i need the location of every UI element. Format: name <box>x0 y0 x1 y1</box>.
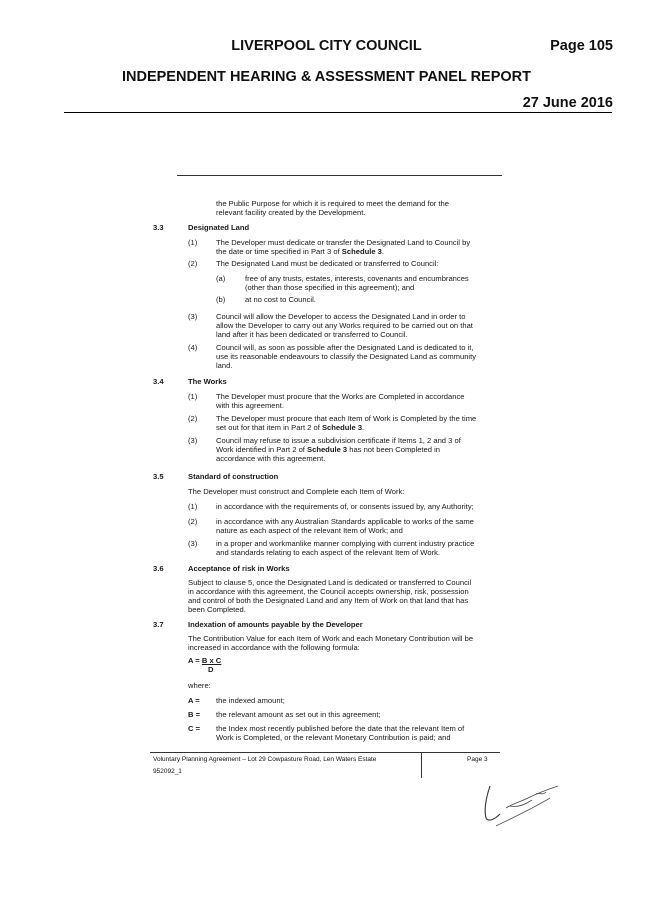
header-council: LIVERPOOL CITY COUNCIL <box>231 38 422 54</box>
footer-document-id: 952092_1 <box>153 768 182 775</box>
item-line: Council will, as soon as possible after the Designated Land is dedicated to it, <box>216 343 474 352</box>
footer-title: Voluntary Planning Agreement – Lot 29 Cowpasture Road, Len Waters Estate <box>153 756 377 763</box>
section-number: 3.5 <box>153 472 164 481</box>
section-number: 3.7 <box>153 620 164 629</box>
item-line: in accordance with any Australian Standards applicable to works of the same <box>216 517 474 526</box>
item-line: in a proper and workmanlike manner complying with current industry practice <box>216 539 475 548</box>
formula-denominator: D <box>208 665 214 674</box>
paragraph-line: Subject to clause 5, once the Designated Land is dedicated or transferred to Council <box>188 578 472 587</box>
handwritten-signature <box>476 778 566 833</box>
item-line: The Developer must dedicate or transfer the Designated Land to Council by <box>216 238 471 247</box>
item-line: The Developer must procure that each Item of Work is Completed by the time <box>216 414 477 423</box>
section-lead: The Developer must construct and Complete each Item of Work: <box>188 487 405 496</box>
section-title: Standard of construction <box>188 472 279 481</box>
item-text-span: the date or time specified in Part 3 of <box>216 247 342 256</box>
indexation-formula <box>188 656 221 665</box>
item-line <box>216 423 499 432</box>
item-line: with this agreement. <box>216 401 284 410</box>
item-text <box>216 343 499 370</box>
item-text-span: . <box>381 247 385 256</box>
paragraph-line: and control of both the Designated Land and any Item of Work on that land that has <box>188 596 469 605</box>
item-number: (4) <box>188 343 198 352</box>
intro-line: the Public Purpose for which it is required to meet the demand for the <box>216 199 449 208</box>
item-text: in accordance with the requirements of, or consents issued by, any Authority; <box>216 502 474 511</box>
schedule-reference: Schedule 3 <box>321 423 363 432</box>
item-number: (3) <box>188 312 198 321</box>
section-paragraph <box>188 634 499 652</box>
item-number: (2) <box>188 259 198 268</box>
item-text <box>216 312 499 339</box>
subitem-number: (a) <box>216 274 226 283</box>
item-line: Council will allow the Developer to access the Designated Land in order to <box>216 312 466 321</box>
item-text-span: Work identified in Part 2 of <box>216 445 308 454</box>
item-text <box>216 539 499 557</box>
definition-key: C = <box>188 724 201 733</box>
header-page-number: Page 105 <box>550 38 613 54</box>
footer-rule <box>150 752 500 753</box>
item-text <box>216 517 499 535</box>
subitem-line: (other than those specified in this agreement); and <box>245 283 415 292</box>
item-line: land after it has been dedicated or transferred to Council. <box>216 330 408 339</box>
item-line <box>216 247 499 256</box>
section-number: 3.6 <box>153 564 164 573</box>
definition-value <box>216 724 499 742</box>
item-line: The Developer must procure that the Works are Completed in accordance <box>216 392 465 401</box>
item-number: (2) <box>188 414 198 423</box>
item-line: land. <box>216 361 233 370</box>
item-text <box>216 436 499 463</box>
section-number: 3.3 <box>153 223 164 232</box>
item-text <box>216 238 499 256</box>
intro-paragraph <box>216 199 499 217</box>
item-number: (1) <box>188 502 198 511</box>
section-paragraph <box>188 578 499 614</box>
header-report-title: INDEPENDENT HEARING & ASSESSMENT PANEL REPORT <box>121 69 531 85</box>
subitem-line: free of any trusts, estates, interests, covenants and encumbrances <box>245 274 469 283</box>
paragraph-line: in accordance with this agreement, the Council accepts ownership, risk, possession <box>188 587 469 596</box>
formula-numerator: B x C <box>201 656 222 665</box>
item-line <box>216 445 499 454</box>
item-line: accordance with this agreement. <box>216 454 326 463</box>
paragraph-line: been Completed. <box>188 605 246 614</box>
footer-page-number: Page 3 <box>467 756 488 763</box>
item-line: and standards relating to each aspect of the relevant Item of Work. <box>216 548 441 557</box>
item-line: Council may refuse to issue a subdivision certificate if Items 1, 2 and 3 of <box>216 436 461 445</box>
formula-lhs: A = <box>188 656 202 665</box>
intro-line: relevant facility created by the Development. <box>216 208 366 217</box>
item-text-span: set out for that item in Part 2 of <box>216 423 322 432</box>
definition-value: the indexed amount; <box>216 696 285 705</box>
item-line: nature as each aspect of the relevant Item of Work; and <box>216 526 403 535</box>
subitem-number: (b) <box>216 295 226 304</box>
section-title: Acceptance of risk in Works <box>188 564 290 573</box>
subitem-text <box>245 274 499 292</box>
item-text <box>216 414 499 432</box>
item-number: (2) <box>188 517 198 526</box>
item-number: (1) <box>188 392 198 401</box>
schedule-reference: Schedule 3 <box>341 247 382 256</box>
item-line: use its reasonable endeavours to classify the Designated Land as community <box>216 352 477 361</box>
item-text-span: has not been Completed in <box>347 445 441 454</box>
schedule-reference: Schedule 3 <box>307 445 348 454</box>
item-number: (3) <box>188 436 198 445</box>
definition-line: Work is Completed, or the relevant Monetary Contribution is paid; and <box>216 733 451 742</box>
item-text-span: . <box>362 423 365 432</box>
paragraph-line: increased in accordance with the following formula: <box>188 643 360 652</box>
header-date: 27 June 2016 <box>522 95 613 111</box>
item-number: (1) <box>188 238 198 247</box>
subitem-text: at no cost to Council. <box>245 295 316 304</box>
definition-key: A = <box>188 696 200 705</box>
paragraph-line: The Contribution Value for each Item of Work and each Monetary Contribution will be <box>188 634 474 643</box>
item-line: allow the Developer to carry out any Works required to be carried out on that <box>216 321 473 330</box>
item-number: (3) <box>188 539 198 548</box>
section-number: 3.4 <box>153 377 164 386</box>
footer-divider <box>421 752 422 778</box>
where-label: where: <box>188 681 211 690</box>
section-title: Designated Land <box>188 223 250 232</box>
definition-value: the relevant amount as set out in this agreement; <box>216 710 381 719</box>
item-text: The Designated Land must be dedicated or transferred to Council: <box>216 259 439 268</box>
definition-line: the Index most recently published before the date that the relevant Item of <box>216 724 465 733</box>
item-text <box>216 392 499 410</box>
section-title: The Works <box>188 377 227 386</box>
definition-key: B = <box>188 710 201 719</box>
section-title: Indexation of amounts payable by the Developer <box>188 620 363 629</box>
